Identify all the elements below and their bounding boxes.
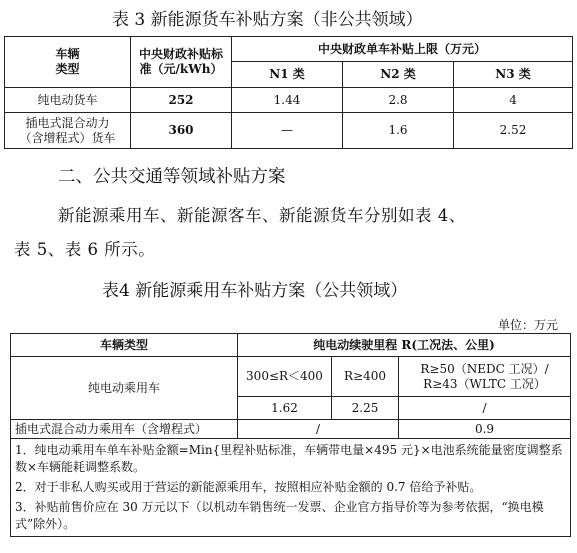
table4-bev-c: /	[399, 397, 571, 420]
table4-title: 表4 新能源乘用车补贴方案（公共领域）	[102, 281, 408, 301]
table3-cell-n3: 4	[454, 88, 573, 113]
table4-range-b: R≥400	[332, 357, 399, 397]
table4-bev-a: 1.62	[238, 397, 332, 420]
table4-range-c	[399, 357, 571, 397]
note-item: 3．补贴前售价应在 30 万元以下（以机动车销售统一发票、企业官方指导价等为参考依据，“换电模式”除外）。	[15, 500, 544, 531]
table4-range-c-line2: R≥43（WLTC 工况）	[423, 376, 546, 391]
table3-header-n2: N2 类	[343, 62, 454, 88]
table3-header-n3: N3 类	[454, 62, 573, 88]
table4-phev-c: 0.9	[399, 420, 571, 439]
table3-cell-n1: —	[232, 113, 343, 149]
table4-bev-label: 纯电动乘用车	[11, 357, 238, 420]
table3-header-type: 车辆 类型	[5, 37, 131, 88]
table3-header-cap: 中央财政单车补贴上限（万元）	[232, 37, 573, 62]
unit-label: 单位：万元	[498, 318, 559, 332]
table3-cell-standard: 252	[131, 88, 232, 113]
paragraph-line-2: 表 5、表 6 所示。	[14, 240, 156, 259]
table-row	[5, 113, 573, 149]
table3-header-standard: 中央财政补贴标 准（元/kWh）	[131, 37, 232, 88]
table4-range-c-line1: R≥50（NEDC 工况）/	[420, 361, 549, 376]
table4	[10, 333, 571, 537]
note-item: 1．纯电动乘用车单车补贴金额=Min{里程补贴标准，车辆带电量×495 元}×电池系统能量密度调整系数×车辆能耗调整系数。	[15, 443, 563, 474]
table3	[4, 36, 573, 149]
table3-cell-type: 纯电动货车	[5, 88, 131, 113]
table4-bev-b: 2.25	[332, 397, 399, 420]
table4-range-a: 300≤R＜400	[238, 357, 332, 397]
table3-cell-n3: 2.52	[454, 113, 573, 149]
table4-notes	[11, 439, 571, 537]
paragraph-line-1: 新能源乘用车、新能源客车、新能源货车分别如表 4、	[58, 206, 466, 225]
table3-header-n1: N1 类	[232, 62, 343, 88]
table3-cell-type: 插电式混合动力 （含增程式）货车	[5, 113, 131, 149]
table3-cell-standard: 360	[131, 113, 232, 149]
table3-title: 表 3 新能源货车补贴方案（非公共领域）	[112, 10, 423, 30]
table3-cell-n2: 1.6	[343, 113, 454, 149]
section-heading: 二、公共交通等领域补贴方案	[58, 167, 286, 187]
table3-cell-n2: 2.8	[343, 88, 454, 113]
table4-header-type: 车辆类型	[11, 334, 238, 357]
table-row	[5, 88, 573, 113]
note-item: 2．对于非私人购买或用于营运的新能源乘用车，按照相应补贴金额的 0.7 倍给予补贴。	[15, 480, 482, 494]
table4-phev-ab: /	[238, 420, 399, 439]
table3-cell-n1: 1.44	[232, 88, 343, 113]
table4-header-range: 纯电动续驶里程 R(工况法、公里)	[238, 334, 571, 357]
table4-phev-label: 插电式混合动力乘用车（含增程式）	[11, 420, 238, 439]
